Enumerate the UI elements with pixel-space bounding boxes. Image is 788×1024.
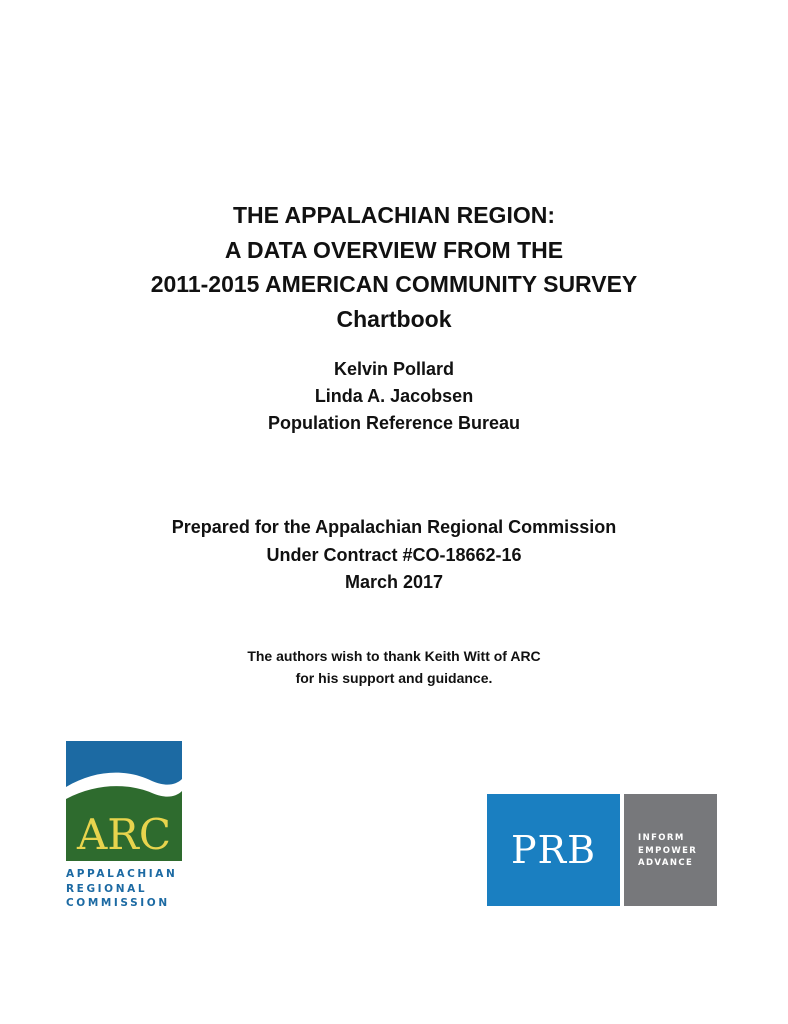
title-line-4: Chartbook [336, 305, 452, 332]
prb-tagline-2: EMPOWER [638, 845, 698, 856]
arc-caption-line-1: APPALACHIAN [66, 868, 178, 880]
arc-logo-caption [66, 867, 182, 911]
acknowledgement-line-2: for his support and guidance. [295, 669, 493, 686]
author-2: Linda A. Jacobsen [314, 386, 474, 406]
arc-logo-mark [66, 741, 182, 861]
prb-logo-mark [487, 794, 620, 906]
prepared-for [0, 514, 788, 597]
arc-caption-line-3: COMMISSION [66, 897, 170, 909]
prb-logo [487, 794, 717, 906]
prepared-for-line: Prepared for the Appalachian Regional Commission [171, 517, 617, 537]
acknowledgement-line-1: The authors wish to thank Keith Witt of ARC [247, 648, 541, 664]
contract-line: Under Contract #CO-18662-16 [266, 544, 522, 565]
prb-tagline-3: ADVANCE [638, 858, 694, 868]
arc-caption-line-2: REGIONAL [66, 882, 148, 895]
title-line-1: THE APPALACHIAN REGION: [233, 202, 555, 228]
arc-logo [66, 741, 182, 911]
author-1: Kelvin Pollard [333, 359, 455, 379]
prb-logo-taglines [624, 794, 717, 906]
authors [0, 356, 788, 437]
prb-tagline-1: INFORM [638, 833, 685, 843]
title-line-3: 2011-2015 AMERICAN COMMUNITY SURVEY [150, 271, 638, 297]
title-line-2: A DATA OVERVIEW FROM THE [224, 236, 564, 263]
prb-logo-text: PRB [510, 828, 597, 872]
date-line: March 2017 [344, 572, 444, 592]
author-organization: Population Reference Bureau [267, 413, 521, 433]
document-title [0, 198, 788, 336]
acknowledgement [0, 646, 788, 689]
arc-logo-text: ARC [76, 810, 172, 859]
